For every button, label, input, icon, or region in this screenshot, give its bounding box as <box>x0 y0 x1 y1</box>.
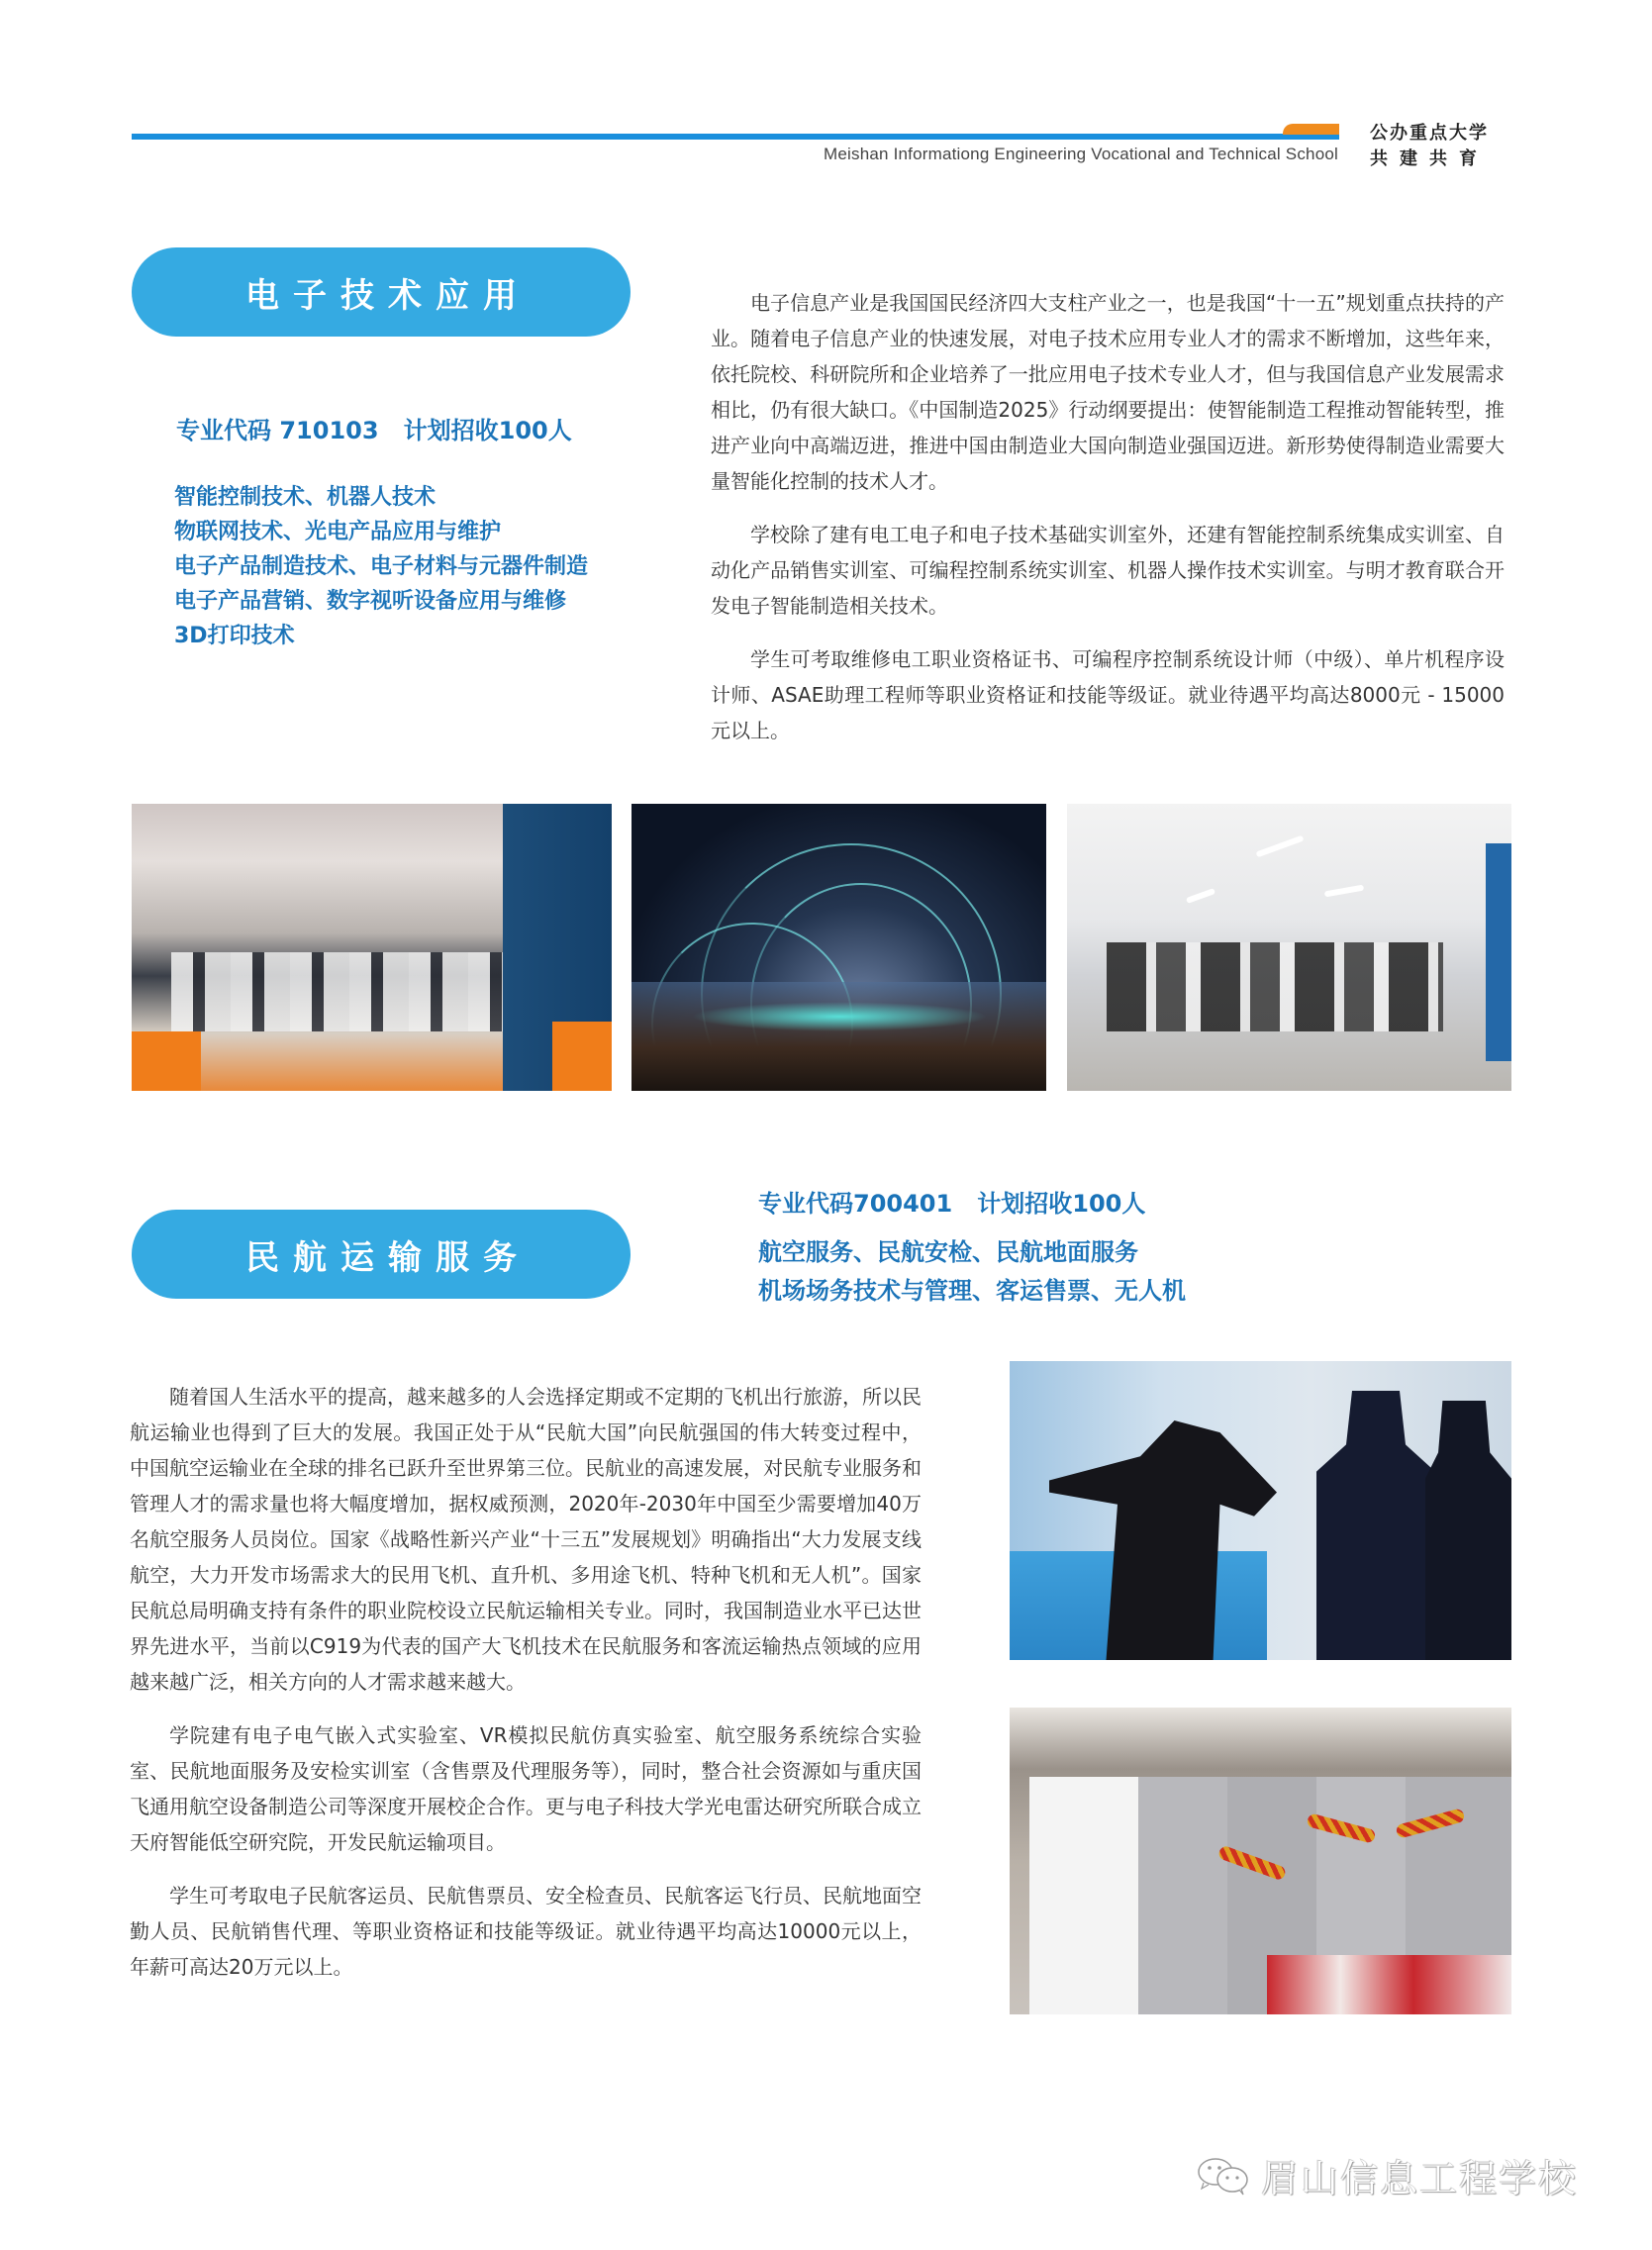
wechat-icon <box>1196 2156 1253 2196</box>
school-english-name: Meishan Informationg Engineering Vocational and Technical School <box>824 145 1338 163</box>
computer-lab-photo <box>132 804 612 1091</box>
section-title-civil-aviation: 民航运输服务 <box>132 1210 631 1299</box>
section-title-electronics: 电子技术应用 <box>132 247 631 337</box>
paragraph: 随着国人生活水平的提高，越来越多的人会选择定期或不定期的飞机出行旅游，所以民航运输业也得到了巨大的发展。我国正处于从“民航大国”向民航强国的伟大转变过程中，中国航空运输业在全球的排名已跃升至世界第三位。民航业的高速发展，对民航专业服务和管理人才的需求量也将大幅度增加，据权威预测，2020年-2030年中国至少需要增加40万名航空服务人员岗位。国家《战略性新兴产业“十三五”发展规划》明确指出“大力发展支线航空，大力开发市场需求大的民用飞机、直升机、多用途飞机、特种飞机和无人机”。国家民航总局明确支持有条件的职业院校设立民航运输相关专业。同时，我国制造业水平已达世界先进水平，当前以C919为代表的国产大飞机技术在民航服务和客流运输热点领域的应用越来越广泛，相关方向的人才需求越来越大。 <box>130 1385 922 1694</box>
paragraph: 电子信息产业是我国国民经济四大支柱产业之一，也是我国“十一五”规划重点扶持的产业。随着电子信息产业的快速发展，对电子技术应用专业人才的需求不断增加，这些年来，依托院校、科研院所和企业培养了一批应用电子技术专业人才，但与我国信息产业发展需求相比，仍有很大缺口。《中国制造2025》行动纲要提出：使智能制造工程推动智能转型，推进产业向中高端迈进，推进中国由制造业大国向制造业强国迈进。新形势使得制造业需要大量智能化控制的技术人才。 <box>711 291 1505 493</box>
paragraph: 学生可考取电子民航客运员、民航售票员、安全检查员、民航客运飞行员、民航地面空勤人员、民航销售代理、等职业资格证和技能等级证。就业待遇平均高达10000元以上，年薪可高达20万元以上。 <box>130 1884 922 1979</box>
wechat-watermark <box>1196 2148 1578 2202</box>
security-check-photo <box>1010 1361 1511 1660</box>
header-orange-accent <box>1283 124 1339 135</box>
electronics-description <box>711 285 1505 748</box>
direction-item: 电子产品制造技术、电子材料与元器件制造 <box>174 554 589 579</box>
civil-aviation-description <box>130 1379 922 1985</box>
slogan-line-2: 共建共育 <box>1370 148 1489 169</box>
paragraph: 学院建有电子电气嵌入式实验室、VR模拟民航仿真实验室、航空服务系统综合实验室、民航地面服务及安检实训室（含售票及代理服务等），同时，整合社会资源如与重庆国飞通用航空设备制造公司等深度开展校企合作。更与电子科技大学光电雷达研究所联合成立天府智能低空研究院，开发民航运输项目。 <box>130 1723 922 1854</box>
electronics-training-room-photo <box>1067 804 1511 1091</box>
watermark-text: 眉山信息工程学校 <box>1261 2157 1579 2201</box>
program-code-civil-aviation: 专业代码700401 计划招收100人 <box>758 1190 1146 1218</box>
direction-item: 机场场务技术与管理、客运售票、无人机 <box>758 1277 1186 1305</box>
program-code-electronics: 专业代码 710103 计划招收100人 <box>176 417 572 444</box>
header-blue-rule <box>132 134 1339 140</box>
smart-city-night-photo <box>632 804 1046 1091</box>
direction-list-civil-aviation <box>758 1233 1186 1311</box>
direction-item: 物联网技术、光电产品应用与维护 <box>174 520 502 544</box>
direction-item: 3D打印技术 <box>174 624 295 648</box>
direction-item: 电子产品营销、数字视听设备应用与维修 <box>174 589 567 614</box>
direction-list-electronics <box>174 480 588 653</box>
flight-crew-photo <box>1010 1708 1511 2014</box>
direction-item: 智能控制技术、机器人技术 <box>174 485 437 510</box>
paragraph: 学校除了建有电工电子和电子技术基础实训室外，还建有智能控制系统集成实训室、自动化产品销售实训室、可编程控制系统实训室、机器人操作技术实训室。与明才教育联合开发电子智能制造相关技术。 <box>711 523 1505 618</box>
direction-item: 航空服务、民航安检、民航地面服务 <box>758 1238 1138 1266</box>
paragraph: 学生可考取维修电工职业资格证书、可编程序控制系统设计师（中级）、单片机程序设计师、ASAE助理工程师等职业资格证和技能等级证。就业待遇平均高达8000元 - 15000元以上。 <box>711 647 1505 742</box>
slogan-line-1: 公办重点大学 <box>1370 123 1489 144</box>
